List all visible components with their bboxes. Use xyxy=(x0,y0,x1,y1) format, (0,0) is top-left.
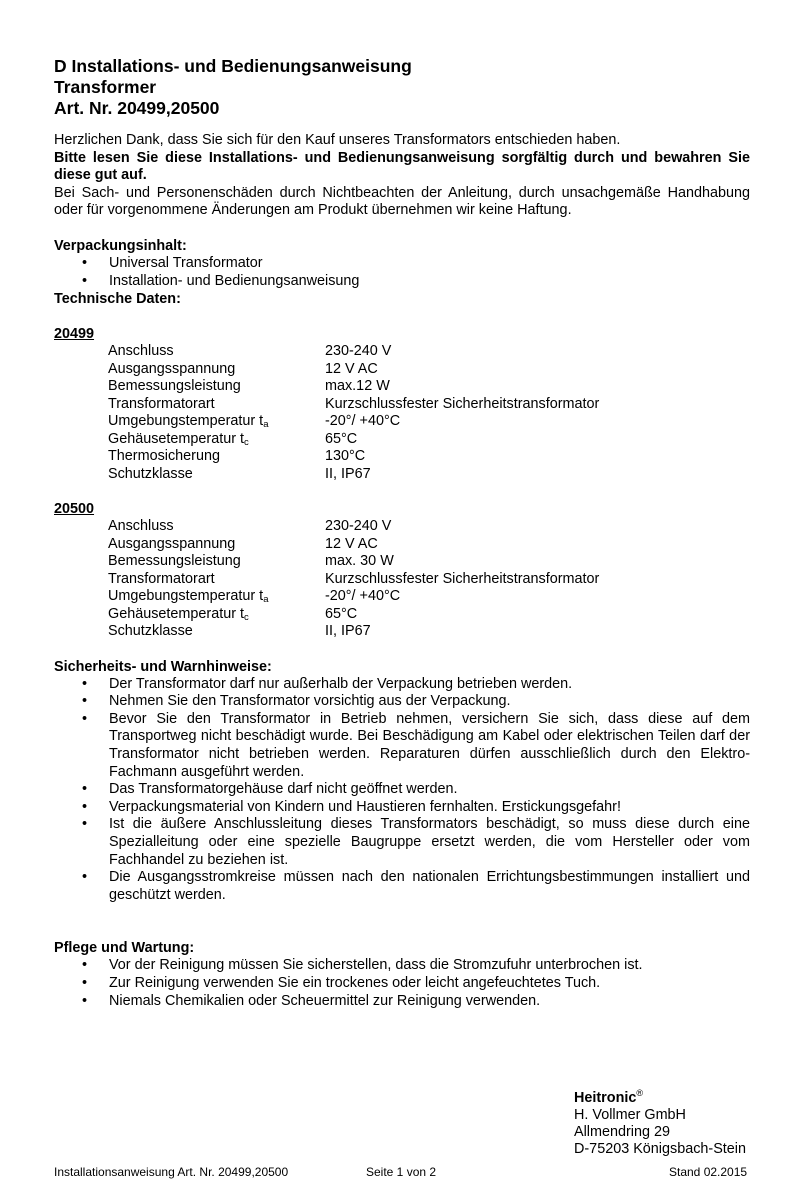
table-row xyxy=(108,378,599,396)
spec-subscript: a xyxy=(263,419,269,431)
spec-value: 12 V AC xyxy=(325,535,378,552)
table-row xyxy=(108,343,599,361)
spec-table-20499 xyxy=(108,343,599,483)
table-row xyxy=(108,536,599,554)
spec-subscript: a xyxy=(263,594,269,606)
table-row xyxy=(108,606,599,624)
tech-heading: Technische Daten: xyxy=(54,291,181,308)
list-item: • Universal Transformator xyxy=(54,255,750,273)
table-row xyxy=(108,431,599,449)
title-line-2: Transformer xyxy=(54,77,157,97)
spec-value: 65°C xyxy=(325,430,358,447)
model-20499-heading: 20499 xyxy=(54,326,95,343)
spec-value: max. 30 W xyxy=(325,553,394,570)
safety-list xyxy=(54,676,750,905)
spec-value: 230-240 V xyxy=(325,343,392,360)
package-heading: Verpackungsinhalt: xyxy=(54,237,187,254)
spec-key: Gehäusetemperatur t xyxy=(108,430,244,447)
model-20500-heading: 20500 xyxy=(54,501,95,518)
list-item: • Der Transformator darf nur außerhalb der Verpackung betrieben werden. xyxy=(54,676,750,694)
spec-key: Schutzklasse xyxy=(108,465,193,482)
intro-liability: Bei Sach- und Personenschäden durch Nichtbeachten der Anleitung, durch unsachgemäße Handhabung oder für vorgenommene Änderungen am Produkt übernehmen wir keine Haftung. xyxy=(54,184,750,219)
list-item: • Nehmen Sie den Transformator vorsichtig aus der Verpackung. xyxy=(54,693,750,711)
spec-key: Bemessungsleistung xyxy=(108,553,241,570)
care-list xyxy=(54,957,750,1010)
spec-key-cell xyxy=(108,588,325,606)
spec-value: II, IP67 xyxy=(325,623,371,640)
brand-name: Heitronic xyxy=(574,1090,637,1106)
spec-key: Anschluss xyxy=(108,343,174,360)
registered-mark: ® xyxy=(636,1088,644,1099)
spec-value: -20°/ +40°C xyxy=(325,588,401,605)
list-item: • Verpackungsmaterial von Kindern und Haustieren fernhalten. Erstickungsgefahr! xyxy=(54,799,750,817)
spec-key: Transformatorart xyxy=(108,570,215,587)
spec-key: Schutzklasse xyxy=(108,623,193,640)
spec-value: 12 V AC xyxy=(325,360,378,377)
intro-section xyxy=(54,132,750,220)
list-item: • Bevor Sie den Transformator in Betrieb nehmen, versichern Sie sich, dass diese auf dem Transportweg nicht beschädigt wurde. Bei Beschädigung am Kabel oder elektrischen Teilen darf der Transformator nicht betrieben werden. Reparaturen dürfen ausschließlich durch den Elektro-Fachmann ausgeführt werden. xyxy=(54,711,750,781)
intro-thanks: Herzlichen Dank, dass Sie sich für den Kauf unseres Transformators entschieden haben. xyxy=(54,132,621,148)
spec-key-cell xyxy=(108,431,325,449)
spec-table-20500 xyxy=(108,518,599,641)
list-item: • Vor der Reinigung müssen Sie sicherstellen, dass die Stromzufuhr unterbrochen ist. xyxy=(54,957,750,975)
spec-value: -20°/ +40°C xyxy=(325,413,401,430)
spec-key: Bemessungsleistung xyxy=(108,378,241,395)
company-city: D-75203 Königsbach-Stein xyxy=(574,1141,746,1157)
care-heading: Pflege und Wartung: xyxy=(54,940,195,957)
table-row xyxy=(108,466,599,484)
company-address xyxy=(574,1090,746,1158)
brand-line xyxy=(574,1090,746,1107)
spec-key: Transformatorart xyxy=(108,395,215,412)
document-page xyxy=(54,56,750,1010)
table-row xyxy=(108,448,599,466)
safety-heading: Sicherheits- und Warnhinweise: xyxy=(54,658,272,675)
spec-value: max.12 W xyxy=(325,378,390,395)
safety-section xyxy=(54,658,750,905)
spec-key: Gehäusetemperatur t xyxy=(108,605,244,622)
spec-key: Ausgangsspannung xyxy=(108,360,236,377)
document-title xyxy=(54,56,750,119)
list-item: • Niemals Chemikalien oder Scheuermittel zur Reinigung verwenden. xyxy=(54,993,750,1011)
list-item: • Ist die äußere Anschlussleitung dieses Transformators beschädigt, so muss diese durch eine Spezialleitung oder eine spezielle Baugruppe ersetzt werden, die vom Hersteller oder vom Fachhandel zu beziehen ist. xyxy=(54,816,750,869)
footer-page-number: Seite 1 von 2 xyxy=(366,1165,437,1179)
table-row xyxy=(108,518,599,536)
table-row xyxy=(108,588,599,606)
spec-key: Ausgangsspannung xyxy=(108,535,236,552)
list-item: • Die Ausgangsstromkreise müssen nach den nationalen Errichtungsbestimmungen installiert und geschützt werden. xyxy=(54,869,750,904)
package-list xyxy=(54,255,750,290)
spec-key-cell xyxy=(108,413,325,431)
title-line-3: Art. Nr. 20499,20500 xyxy=(54,98,220,118)
table-row xyxy=(108,413,599,431)
care-section xyxy=(54,939,750,1010)
table-row xyxy=(108,396,599,414)
spec-key: Thermosicherung xyxy=(108,448,220,465)
spec-key: Umgebungstemperatur t xyxy=(108,413,264,430)
spec-value: 65°C xyxy=(325,605,358,622)
footer-date: Stand 02.2015 xyxy=(669,1165,748,1179)
spec-value: Kurzschlussfester Sicherheitstransformator xyxy=(325,395,600,412)
company-street: Allmendring 29 xyxy=(574,1124,670,1140)
table-row xyxy=(108,571,599,589)
spec-subscript: c xyxy=(244,611,249,623)
spec-value: 230-240 V xyxy=(325,518,392,535)
list-item: • Installation- und Bedienungsanweisung xyxy=(54,273,750,291)
list-item: • Das Transformatorgehäuse darf nicht geöffnet werden. xyxy=(54,781,750,799)
list-item: • Zur Reinigung verwenden Sie ein trockenes oder leicht angefeuchtetes Tuch. xyxy=(54,975,750,993)
title-line-1: D Installations- und Bedienungsanweisung xyxy=(54,56,412,76)
package-section xyxy=(54,237,750,308)
spec-value: 130°C xyxy=(325,448,366,465)
spec-key: Umgebungstemperatur t xyxy=(108,588,264,605)
spec-subscript: c xyxy=(244,436,249,448)
model-20500-section xyxy=(54,500,750,641)
spec-key: Anschluss xyxy=(108,518,174,535)
spec-value: II, IP67 xyxy=(325,465,371,482)
table-row xyxy=(108,553,599,571)
footer-left: Installationsanweisung Art. Nr. 20499,20500 xyxy=(54,1165,289,1179)
spec-key-cell xyxy=(108,606,325,624)
model-20499-section xyxy=(54,325,750,483)
company-name: H. Vollmer GmbH xyxy=(574,1107,686,1123)
intro-please-read: Bitte lesen Sie diese Installations- und Bedienungsanweisung sorgfältig durch und bewahren Sie diese gut auf. xyxy=(54,149,750,184)
spec-value: Kurzschlussfester Sicherheitstransformator xyxy=(325,570,600,587)
table-row xyxy=(108,361,599,379)
table-row xyxy=(108,623,599,641)
